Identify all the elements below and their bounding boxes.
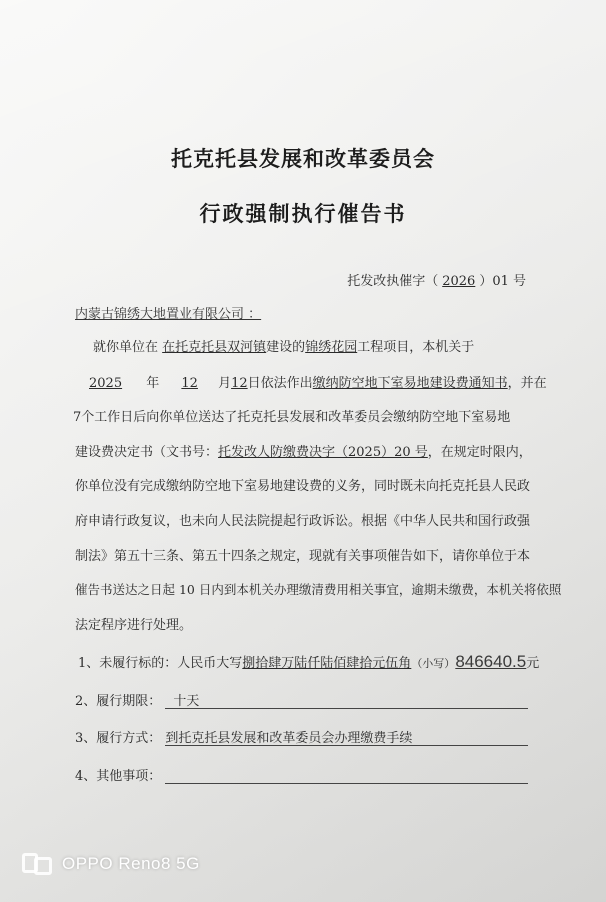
body-text: （小写） — [411, 657, 456, 670]
doc-number-prefix: 托发改执催字（ — [347, 274, 439, 289]
doc-number-year: 2026 — [442, 274, 476, 289]
project-location: 在托克托县双河镇 — [162, 340, 267, 355]
document-number — [347, 270, 526, 289]
item-label: 1、未履行标的： — [78, 656, 178, 671]
body-text: ，并在 — [507, 376, 547, 391]
body-line-3: 7个工作日后向你单位送达了托克托县发展和改革委员会缴纳防空地下室易地 — [73, 410, 511, 425]
body-text: 年 — [146, 376, 160, 391]
deadline-value: 十天 — [173, 694, 200, 709]
body-line-7: 制法》第五十三条、第五十四条之规定，现就有关事项催告如下，请你单位于本 — [75, 549, 531, 564]
decision-day: 12 — [231, 376, 248, 391]
body-text: 月 — [218, 376, 232, 391]
decision-document-number: 托发改人防缴费决字（2025）20 号 — [218, 445, 428, 460]
item-label: 4、其他事项： — [75, 769, 162, 784]
item-3-method — [75, 727, 412, 746]
project-name: 锦绣花园 — [305, 340, 358, 355]
method-value: 到托克托县发展和改革委员会办理缴费手续 — [165, 731, 413, 746]
camera-watermark-icon — [22, 853, 52, 875]
item-label: 3、履行方式： — [75, 731, 162, 746]
fill-line — [165, 783, 528, 784]
document-title: 行政强制执行催告书 — [199, 202, 407, 226]
body-line-1 — [93, 336, 474, 355]
amount-in-figures: 846640.5 — [455, 652, 527, 671]
body-text: 日依法作出 — [247, 376, 313, 391]
body-text: 建设的 — [266, 340, 306, 355]
notice-title: 缴纳防空地下室易地建设费通知书 — [312, 376, 508, 391]
item-4-other — [75, 765, 161, 784]
body-line-2 — [75, 372, 547, 391]
body-line-6: 府申请行政复议，也未向人民法院提起行政诉讼。根据《中华人民共和国行政强 — [75, 514, 531, 529]
body-line-5: 你单位没有完成缴纳防空地下室易地建设费的义务，同时既未向托克托县人民政 — [75, 479, 531, 494]
body-text: 工程项目，本机关于 — [357, 340, 475, 355]
doc-number-suffix: ）01 号 — [479, 274, 526, 289]
item-label: 2、履行期限： — [75, 694, 162, 709]
body-text: 就你单位在 — [93, 340, 159, 355]
fill-line — [165, 708, 528, 709]
fill-line — [165, 745, 528, 746]
body-line-9: 法定程序进行处理。 — [75, 618, 193, 633]
body-text: 人民币大写 — [177, 656, 243, 671]
decision-year: 2025 — [89, 376, 123, 391]
item-1-unperformed-subject — [78, 652, 539, 672]
body-text: ，在规定时限内， — [427, 445, 532, 460]
addressee: 内蒙古锦绣大地置业有限公司 ： — [75, 307, 262, 322]
currency-unit: 元 — [526, 656, 540, 671]
camera-watermark-text: OPPO Reno8 5G — [62, 854, 200, 873]
issuer-title: 托克托县发展和改革委员会 — [171, 147, 435, 171]
amount-in-words: 捌拾肆万陆仟陆佰肆拾元伍角 — [242, 656, 412, 671]
body-line-8: 催告书送达之日起 10 日内到本机关办理缴清费用相关事宜，逾期未缴费，本机关将依照 — [75, 582, 562, 597]
body-text: 建设费决定书（文书号： — [75, 445, 219, 460]
camera-watermark — [22, 853, 200, 875]
decision-month: 12 — [181, 376, 198, 391]
item-2-deadline — [75, 690, 199, 709]
body-line-4 — [75, 441, 532, 460]
